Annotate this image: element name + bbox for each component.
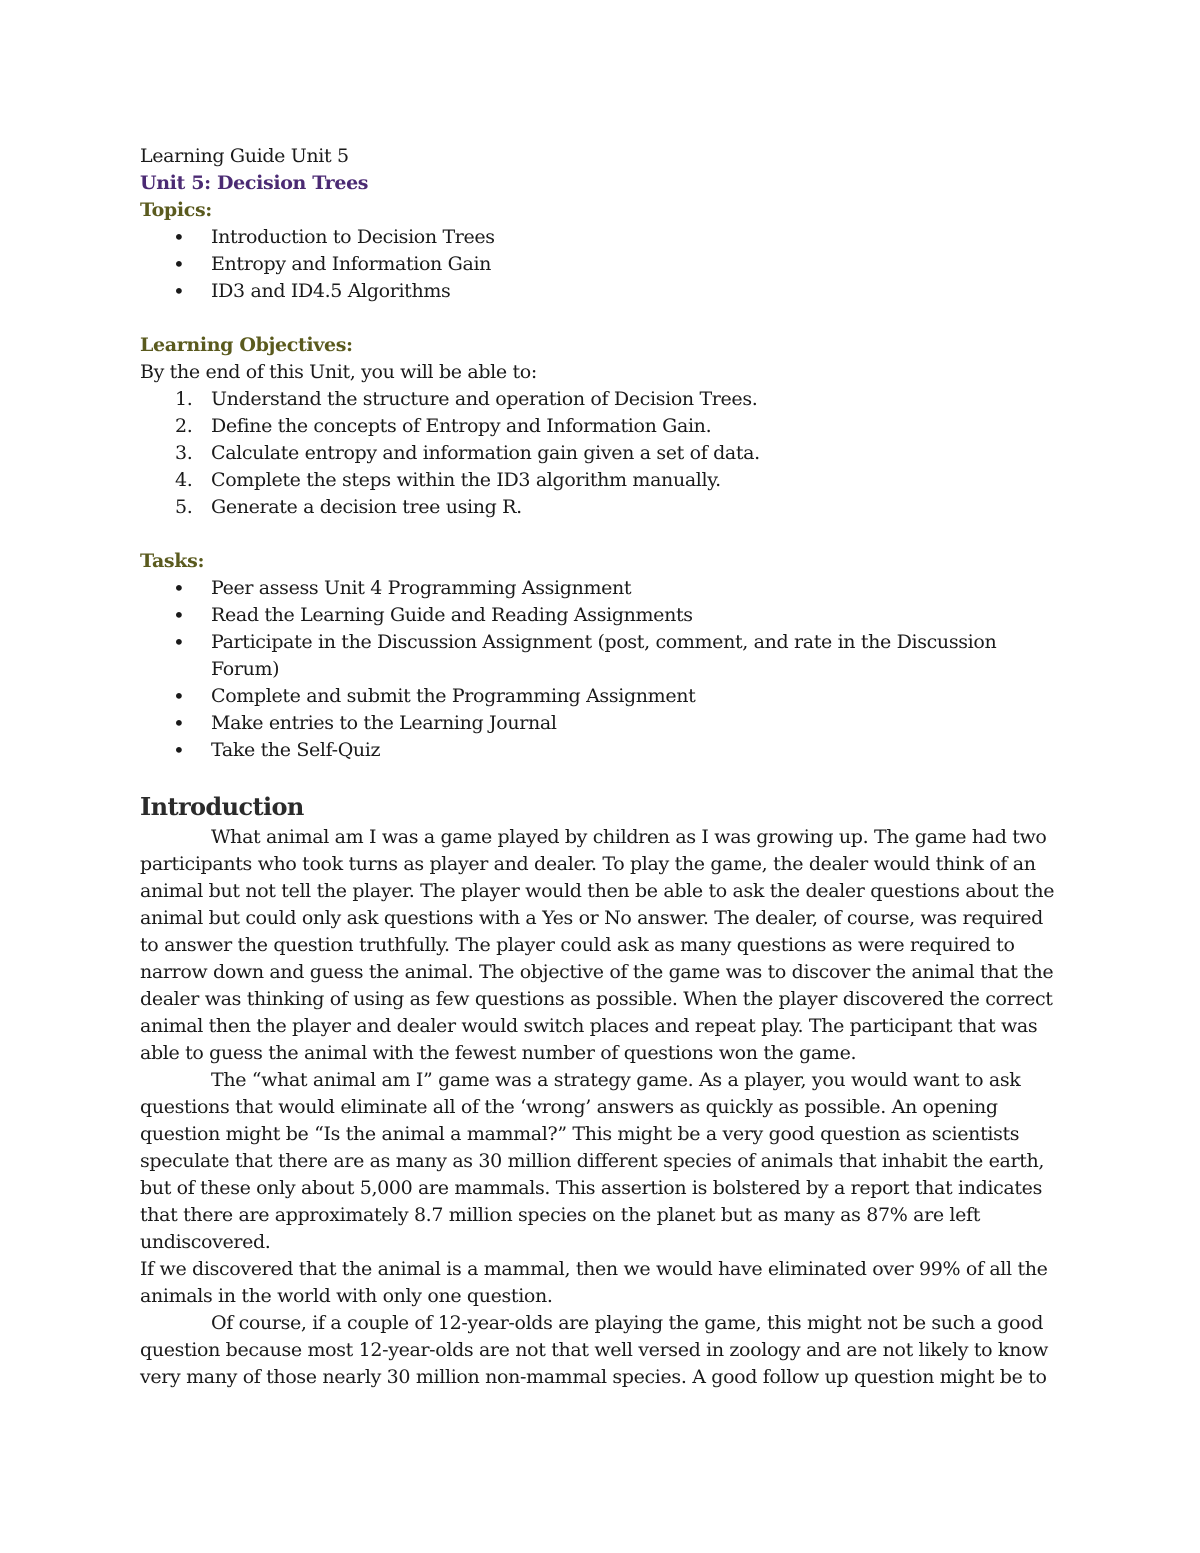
list-item xyxy=(140,413,1060,440)
objectives-list xyxy=(140,386,1060,521)
spacer xyxy=(140,521,1060,548)
list-item-text: Calculate entropy and information gain given a set of data. xyxy=(211,442,760,464)
list-number: 5. xyxy=(175,496,193,518)
list-number: 1. xyxy=(175,388,193,410)
list-item: • Complete and submit the Programming Assignment xyxy=(140,683,1060,710)
introduction-paragraph: The “what animal am I” game was a strategy game. As a player, you would want to ask questions that would eliminate all of the ‘wrong’ answers as quickly as possible. An opening question might be “Is the animal a mammal?” This might be a very good question as scientists speculate that there are as many as 30 million different species of animals that inhabit the earth, but of these only about 5,000 are mammals. This assertion is bolstered by a report that indicates that there are approximately 8.7 million species on the planet but as many as 87% are left undiscovered. xyxy=(140,1069,1045,1253)
list-number: 3. xyxy=(175,442,193,464)
list-number: 4. xyxy=(175,469,193,491)
list-item xyxy=(140,386,1060,413)
list-item-text: Define the concepts of Entropy and Information Gain. xyxy=(211,415,712,437)
list-item: • Take the Self-Quiz xyxy=(140,737,1060,764)
list-item: • Introduction to Decision Trees xyxy=(140,224,1060,251)
introduction-paragraph: Of course, if a couple of 12-year-olds are playing the game, this might not be such a good question because most 12-year-olds are not that well versed in zoology and are not likely to know very many of those nearly 30 million non-mammal species. A good follow up question might be to xyxy=(140,1312,1048,1388)
objectives-intro: By the end of this Unit, you will be able to: xyxy=(140,361,537,383)
list-item: • Entropy and Information Gain xyxy=(140,251,1060,278)
list-item: • Make entries to the Learning Journal xyxy=(140,710,1060,737)
tasks-list xyxy=(140,575,1060,764)
list-item-text: Generate a decision tree using R. xyxy=(211,496,522,518)
list-item xyxy=(140,440,1060,467)
list-item xyxy=(140,467,1060,494)
list-item: • Participate in the Discussion Assignment (post, comment, and rate in the Discussion Forum) xyxy=(140,629,1060,683)
topics-list xyxy=(140,224,1060,305)
list-item: • ID3 and ID4.5 Algorithms xyxy=(140,278,1060,305)
list-item: • Read the Learning Guide and Reading Assignments xyxy=(140,602,1060,629)
document-title: Learning Guide Unit 5 xyxy=(140,145,349,167)
unit-title: Unit 5: Decision Trees xyxy=(140,172,369,194)
objectives-heading: Learning Objectives: xyxy=(140,334,353,356)
list-item: • Peer assess Unit 4 Programming Assignment xyxy=(140,575,1060,602)
tasks-heading: Tasks: xyxy=(140,550,205,572)
document-page xyxy=(140,143,1060,1391)
introduction-heading: Introduction xyxy=(140,792,304,821)
topics-heading: Topics: xyxy=(140,199,212,221)
list-item-text: Complete the steps within the ID3 algorithm manually. xyxy=(211,469,721,491)
introduction-paragraph: If we discovered that the animal is a mammal, then we would have eliminated over 99% of all the animals in the world with only one question. xyxy=(140,1258,1048,1307)
list-number: 2. xyxy=(175,415,193,437)
list-item-text: Understand the structure and operation of Decision Trees. xyxy=(211,388,758,410)
spacer xyxy=(140,305,1060,332)
introduction-paragraph: What animal am I was a game played by children as I was growing up. The game had two participants who took turns as player and dealer. To play the game, the dealer would think of an animal but not tell the player. The player would then be able to ask the dealer questions about the animal but could only ask questions with a Yes or No answer. The dealer, of course, was required to answer the question truthfully. The player could ask as many questions as were required to narrow down and guess the animal. The objective of the game was to discover the animal that the dealer was thinking of using as few questions as possible. When the player discovered the correct animal then the player and dealer would switch places and repeat play. The participant that was able to guess the animal with the fewest number of questions won the game. xyxy=(140,826,1055,1064)
list-item xyxy=(140,494,1060,521)
